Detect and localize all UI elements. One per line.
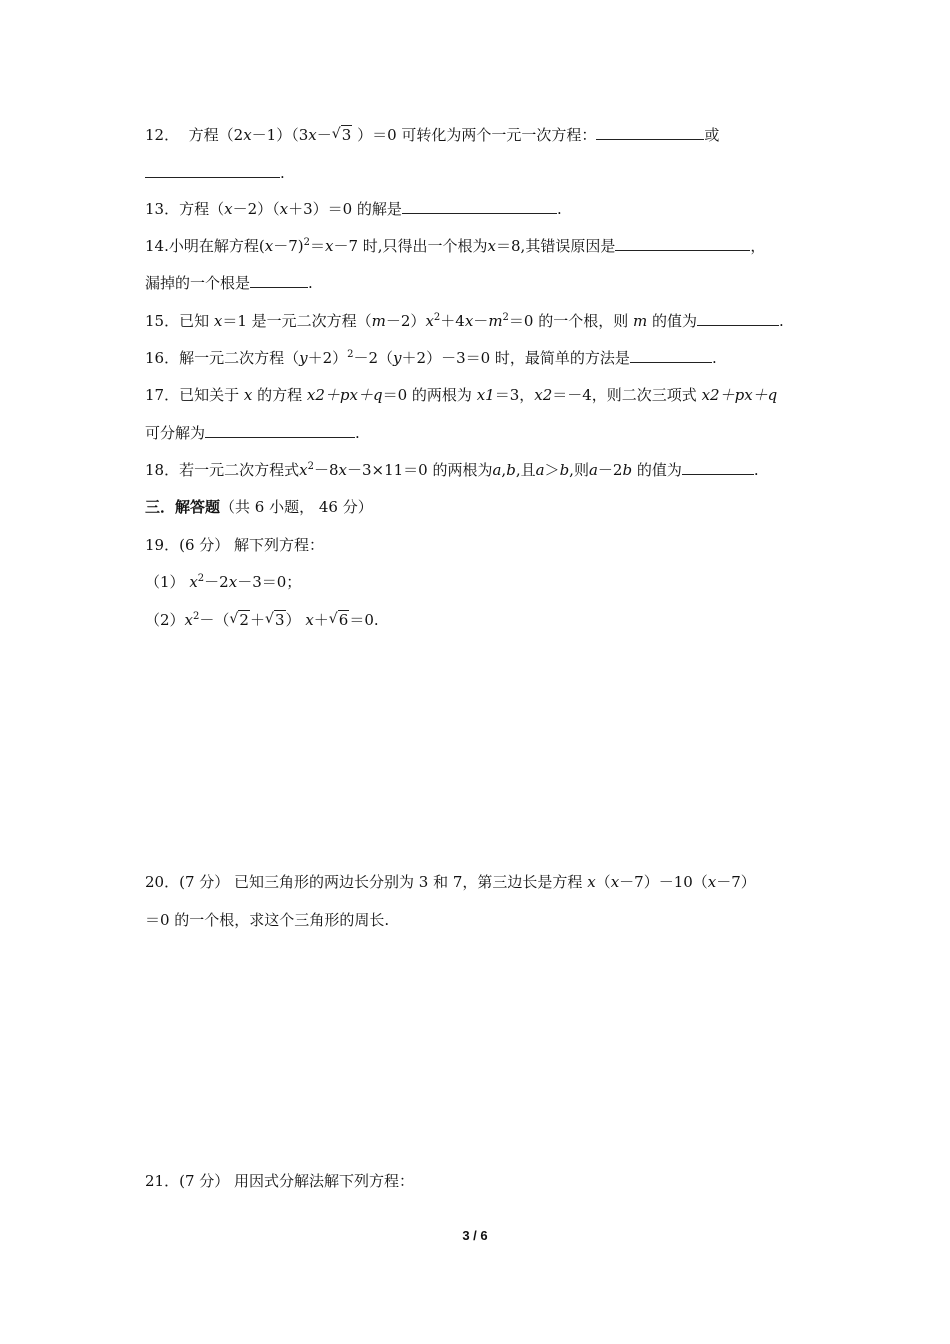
sqrt-3: √ 3 (331, 126, 352, 144)
question-20-cont: ＝0 的一个根，求这个三角形的周长. (145, 911, 390, 929)
question-17: 17．已知关于 x 的方程 x2＋px＋q＝0 的两根为 x1＝3，x2＝－4，则二次三项式 x2＋px＋q (145, 386, 778, 404)
sqrt-3: √ 3 (264, 611, 285, 629)
answer-blank[interactable] (205, 423, 355, 438)
sqrt-6: √ 6 (328, 611, 349, 629)
question-16: 16．解一元二次方程$(y+2)^2-2(y+2)-3=0$ 时，最简单的方法是 . (145, 349, 717, 367)
question-18: 18．若一元二次方程式$x^2-8x-3\times 11=0$ 的两根为a,b,且a＞b,则a－2b 的值为 . (145, 461, 759, 479)
answer-blank[interactable] (402, 199, 557, 214)
answer-blank[interactable] (615, 236, 750, 251)
question-13: 13．方程（x－2）（x＋3）＝0 的解是 . (145, 200, 562, 218)
question-21: 21．(7 分） 用因式分解法解下列方程： (145, 1172, 415, 1190)
answer-blank[interactable] (697, 311, 779, 326)
answer-blank[interactable] (250, 273, 308, 288)
question-20: 20．(7 分） 已知三角形的两边长分别为 3 和 7，第三边长是方程 x（x－7）－10（x－7） (145, 873, 756, 891)
question-19: 19．(6 分） 解下列方程： (145, 536, 325, 554)
page-number: 3 / 6 (462, 1228, 488, 1243)
question-14-cont: 漏掉的一个根是 . (145, 274, 313, 292)
answer-blank[interactable] (145, 163, 280, 178)
question-12: 12． 方程（2x－1）（3x－ √ 3 ）＝0 可转化为两个一元一次方程： 或 (145, 126, 720, 144)
question-12-cont: . (145, 163, 285, 183)
answer-blank[interactable] (682, 460, 754, 475)
sqrt-2: √ 2 (229, 611, 249, 629)
question-17-cont: 可分解为 . (145, 424, 360, 442)
question-19-part-2: $(2)x^2-$（ √ 2＋ √ 3） x＋ √ 6＝0. (145, 611, 379, 629)
question-14: 14.小明在解方程$(x-7)^2=x-7$ 时,只得出一个根为x＝8,其错误原因是 ， (145, 237, 766, 255)
answer-blank[interactable] (630, 348, 712, 363)
section-3-heading: 三．解答题（共 6 小题， 46 分） (145, 498, 373, 516)
question-15: 15．已知 x＝1 是一元二次方程$(m-2)x^2+4x-m^2=0$ 的一个根，则 m 的值为 . (145, 312, 784, 330)
answer-blank[interactable] (596, 125, 704, 140)
question-19-part-1: （1） $x^2-2x-3=0$； (145, 573, 302, 591)
